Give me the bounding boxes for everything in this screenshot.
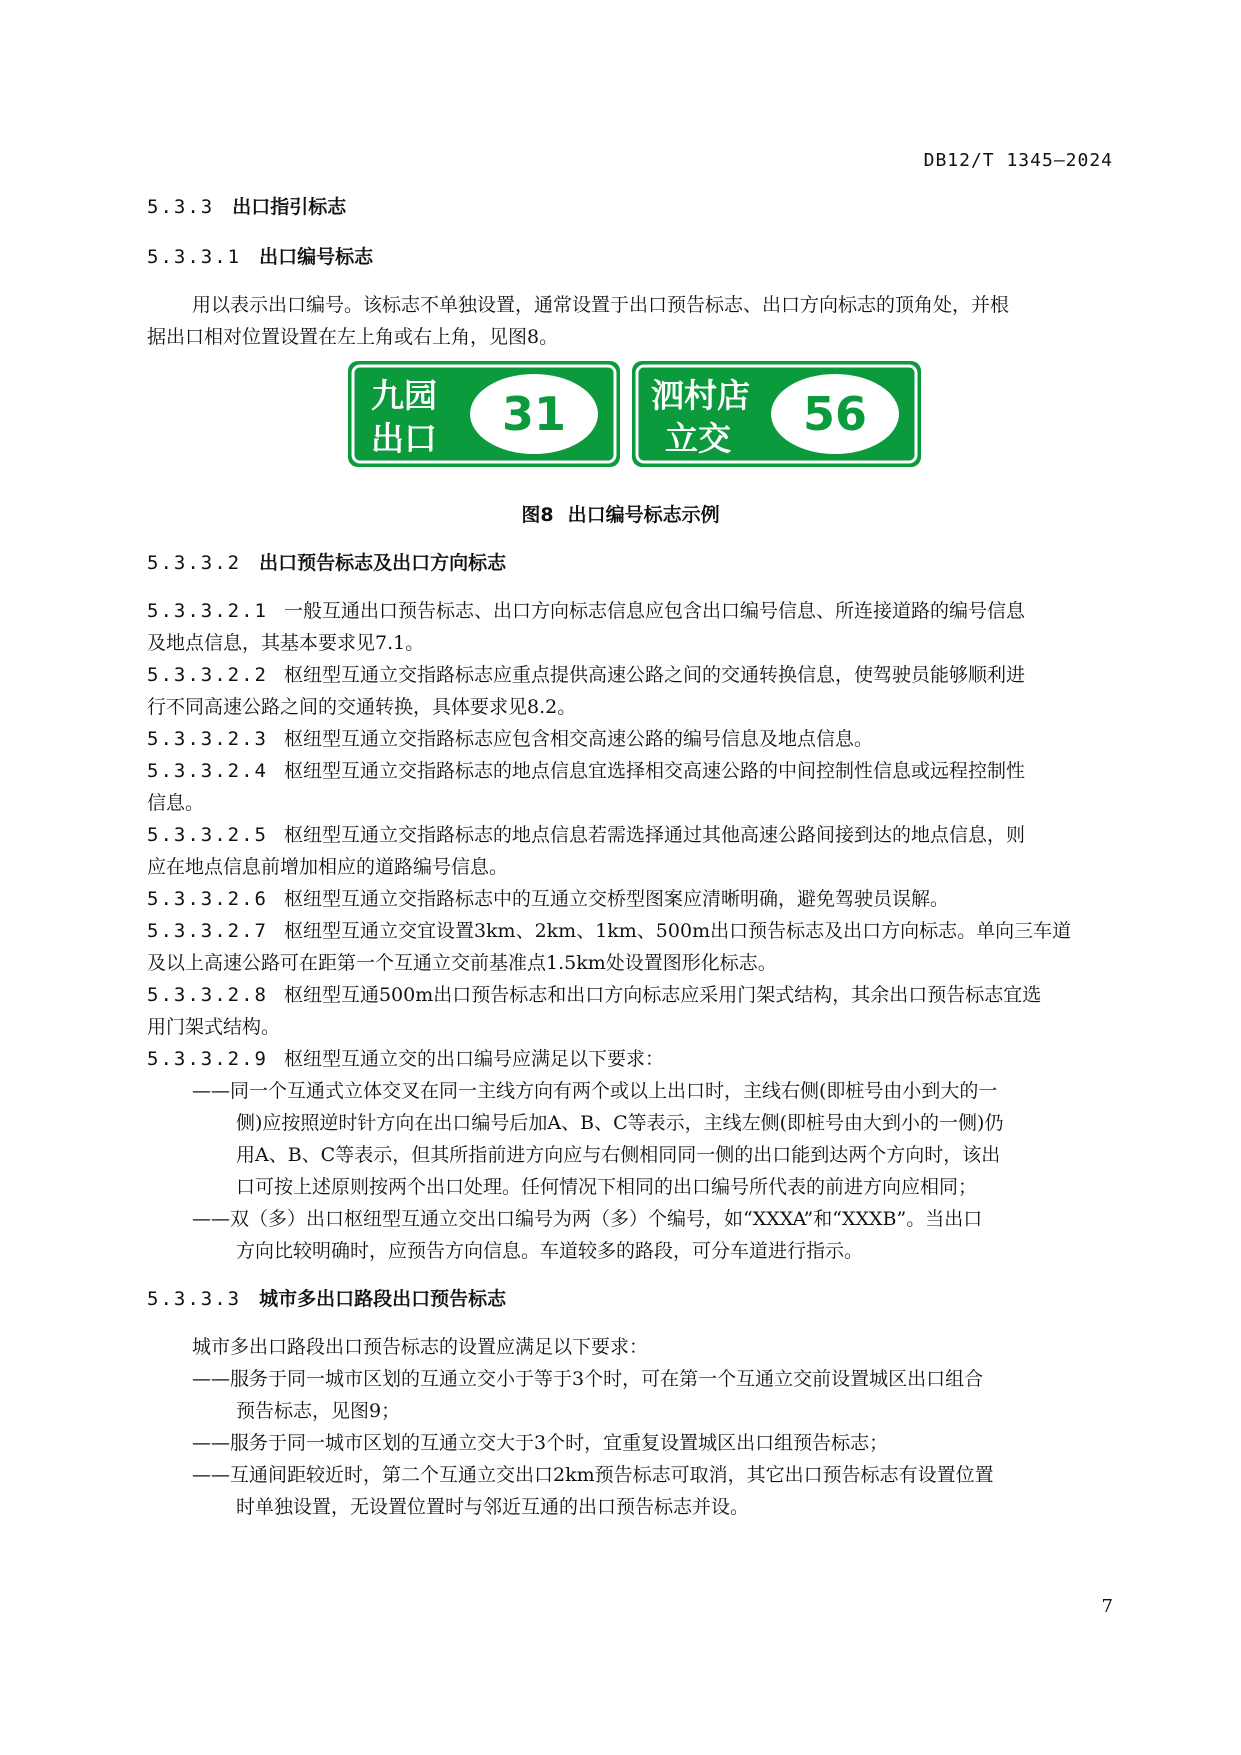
- exit-number: 56: [802, 387, 868, 441]
- sign-place-line1: 九园: [371, 376, 437, 415]
- figure-title: 出口编号标志示例: [567, 504, 720, 526]
- dash-item-line: ——服务于同一城市区划的互通立交大于3个时，宜重复设置城区出口组预告标志；: [192, 1432, 889, 1454]
- clause-line: 行不同高速公路之间的交通转换，具体要求见8.2。: [147, 696, 577, 718]
- sign-place-line2: 出口: [371, 419, 437, 458]
- clause-number: 5.3.3.2.8: [147, 984, 268, 1006]
- dash-item-line: 时单独设置，无设置位置时与邻近互通的出口预告标志并设。: [236, 1496, 750, 1518]
- clause-line: [147, 820, 1025, 847]
- clause-text: 一般互通出口预告标志、出口方向标志信息应包含出口编号信息、所连接道路的编号信息: [283, 600, 1025, 622]
- clause-line: 应在地点信息前增加相应的道路编号信息。: [147, 856, 509, 878]
- clause-text: 枢纽型互通立交指路标志中的互通立交桥型图案应清晰明确，避免驾驶员误解。: [283, 888, 949, 910]
- section-number: 5.3.3.2: [147, 552, 242, 574]
- exit-sign-2: [632, 361, 921, 467]
- dash-item-line: ——互通间距较近时，第二个互通立交出口2km预告标志可取消，其它出口预告标志有设置位置: [192, 1464, 994, 1486]
- clause-line: [147, 596, 1025, 623]
- clause-line: [147, 724, 873, 751]
- paragraph-line: 城市多出口路段出口预告标志的设置应满足以下要求：: [192, 1336, 649, 1358]
- clause-line: [147, 1044, 664, 1071]
- exit-number-signs-figure: [347, 360, 922, 468]
- document-id: DB12/T 1345—2024: [923, 150, 1113, 171]
- clause-text: 枢纽型互通500m出口预告标志和出口方向标志应采用门架式结构，其余出口预告标志宜选: [283, 984, 1042, 1006]
- figure-number: 图8: [521, 504, 554, 526]
- clause-text: 枢纽型互通立交指路标志的地点信息若需选择通过其他高速公路间接到达的地点信息，则: [283, 824, 1025, 846]
- section-number: 5.3.3.3: [147, 1288, 242, 1310]
- section-title: 城市多出口路段出口预告标志: [259, 1288, 507, 1310]
- exit-sign-1: [348, 361, 620, 467]
- section-title: 出口指引标志: [232, 196, 347, 218]
- sign-place-line1: 泗村店: [651, 376, 750, 415]
- clause-line: [147, 884, 949, 911]
- exit-number: 31: [501, 387, 567, 441]
- dash-item-line: 预告标志，见图9；: [236, 1400, 401, 1422]
- clause-line: [147, 660, 1025, 687]
- dash-item-line: ——服务于同一城市区划的互通立交小于等于3个时，可在第一个互通立交前设置城区出口组合: [192, 1368, 984, 1390]
- section-heading-5-3-3-1: [147, 242, 373, 269]
- clause-number: 5.3.3.2.9: [147, 1048, 268, 1070]
- clause-text: 枢纽型互通立交指路标志的地点信息宜选择相交高速公路的中间控制性信息或远程控制性: [283, 760, 1025, 782]
- clause-number: 5.3.3.2.3: [147, 728, 268, 750]
- clause-number: 5.3.3.2.1: [147, 600, 268, 622]
- section-heading-5-3-3: [147, 192, 346, 219]
- paragraph-line: 据出口相对位置设置在左上角或右上角，见图8。: [147, 326, 559, 348]
- section-heading-5-3-3-3: [147, 1284, 506, 1311]
- dash-item-line: 口可按上述原则按两个出口处理。任何情况下相同的出口编号所代表的前进方向应相同；: [236, 1176, 978, 1198]
- clause-number: 5.3.3.2.4: [147, 760, 268, 782]
- clause-line: 用门架式结构。: [147, 1016, 281, 1038]
- clause-line: 及地点信息，其基本要求见7.1。: [147, 632, 425, 654]
- figure-caption: [0, 500, 1241, 527]
- section-title: 出口编号标志: [259, 246, 374, 268]
- clause-text: 枢纽型互通立交宜设置3km、2km、1km、500m出口预告标志及出口方向标志。单向三车道: [283, 920, 1072, 942]
- section-number: 5.3.3.1: [147, 246, 242, 268]
- dash-item-line: ——同一个互通式立体交叉在同一主线方向有两个或以上出口时，主线右侧(即桩号由小到大的一: [192, 1080, 998, 1102]
- page-number: 7: [1101, 1596, 1113, 1617]
- sign-place-line2: 立交: [665, 419, 731, 458]
- clause-text: 枢纽型互通立交的出口编号应满足以下要求：: [283, 1048, 664, 1070]
- clause-number: 5.3.3.2.6: [147, 888, 268, 910]
- clause-text: 枢纽型互通立交指路标志应包含相交高速公路的编号信息及地点信息。: [283, 728, 873, 750]
- dash-item-line: 方向比较明确时，应预告方向信息。车道较多的路段，可分车道进行指示。: [236, 1240, 864, 1262]
- dash-item-line: ——双（多）出口枢纽型互通立交出口编号为两（多）个编号，如“XXXA”和“XXXB”。当出口: [192, 1208, 983, 1230]
- clause-text: 枢纽型互通立交指路标志应重点提供高速公路之间的交通转换信息，使驾驶员能够顺利进: [283, 664, 1025, 686]
- clause-line: 及以上高速公路可在距第一个互通立交前基准点1.5km处设置图形化标志。: [147, 952, 777, 974]
- section-heading-5-3-3-2: [147, 548, 506, 575]
- clause-number: 5.3.3.2.7: [147, 920, 268, 942]
- dash-item-line: 侧)应按照逆时针方向在出口编号后加A、B、C等表示，主线左侧(即桩号由大到小的一侧)仍: [236, 1112, 1004, 1134]
- clause-line: [147, 916, 1071, 943]
- clause-number: 5.3.3.2.5: [147, 824, 268, 846]
- clause-line: 信息。: [147, 792, 205, 814]
- clause-line: [147, 756, 1025, 783]
- clause-line: [147, 980, 1041, 1007]
- section-title: 出口预告标志及出口方向标志: [259, 552, 507, 574]
- clause-number: 5.3.3.2.2: [147, 664, 268, 686]
- paragraph-line: 用以表示出口编号。该标志不单独设置，通常设置于出口预告标志、出口方向标志的顶角处，并根: [192, 294, 1010, 316]
- dash-item-line: 用A、B、C等表示，但其所指前进方向应与右侧相同同一侧的出口能到达两个方向时，该出: [236, 1144, 1001, 1166]
- section-number: 5.3.3: [147, 196, 215, 218]
